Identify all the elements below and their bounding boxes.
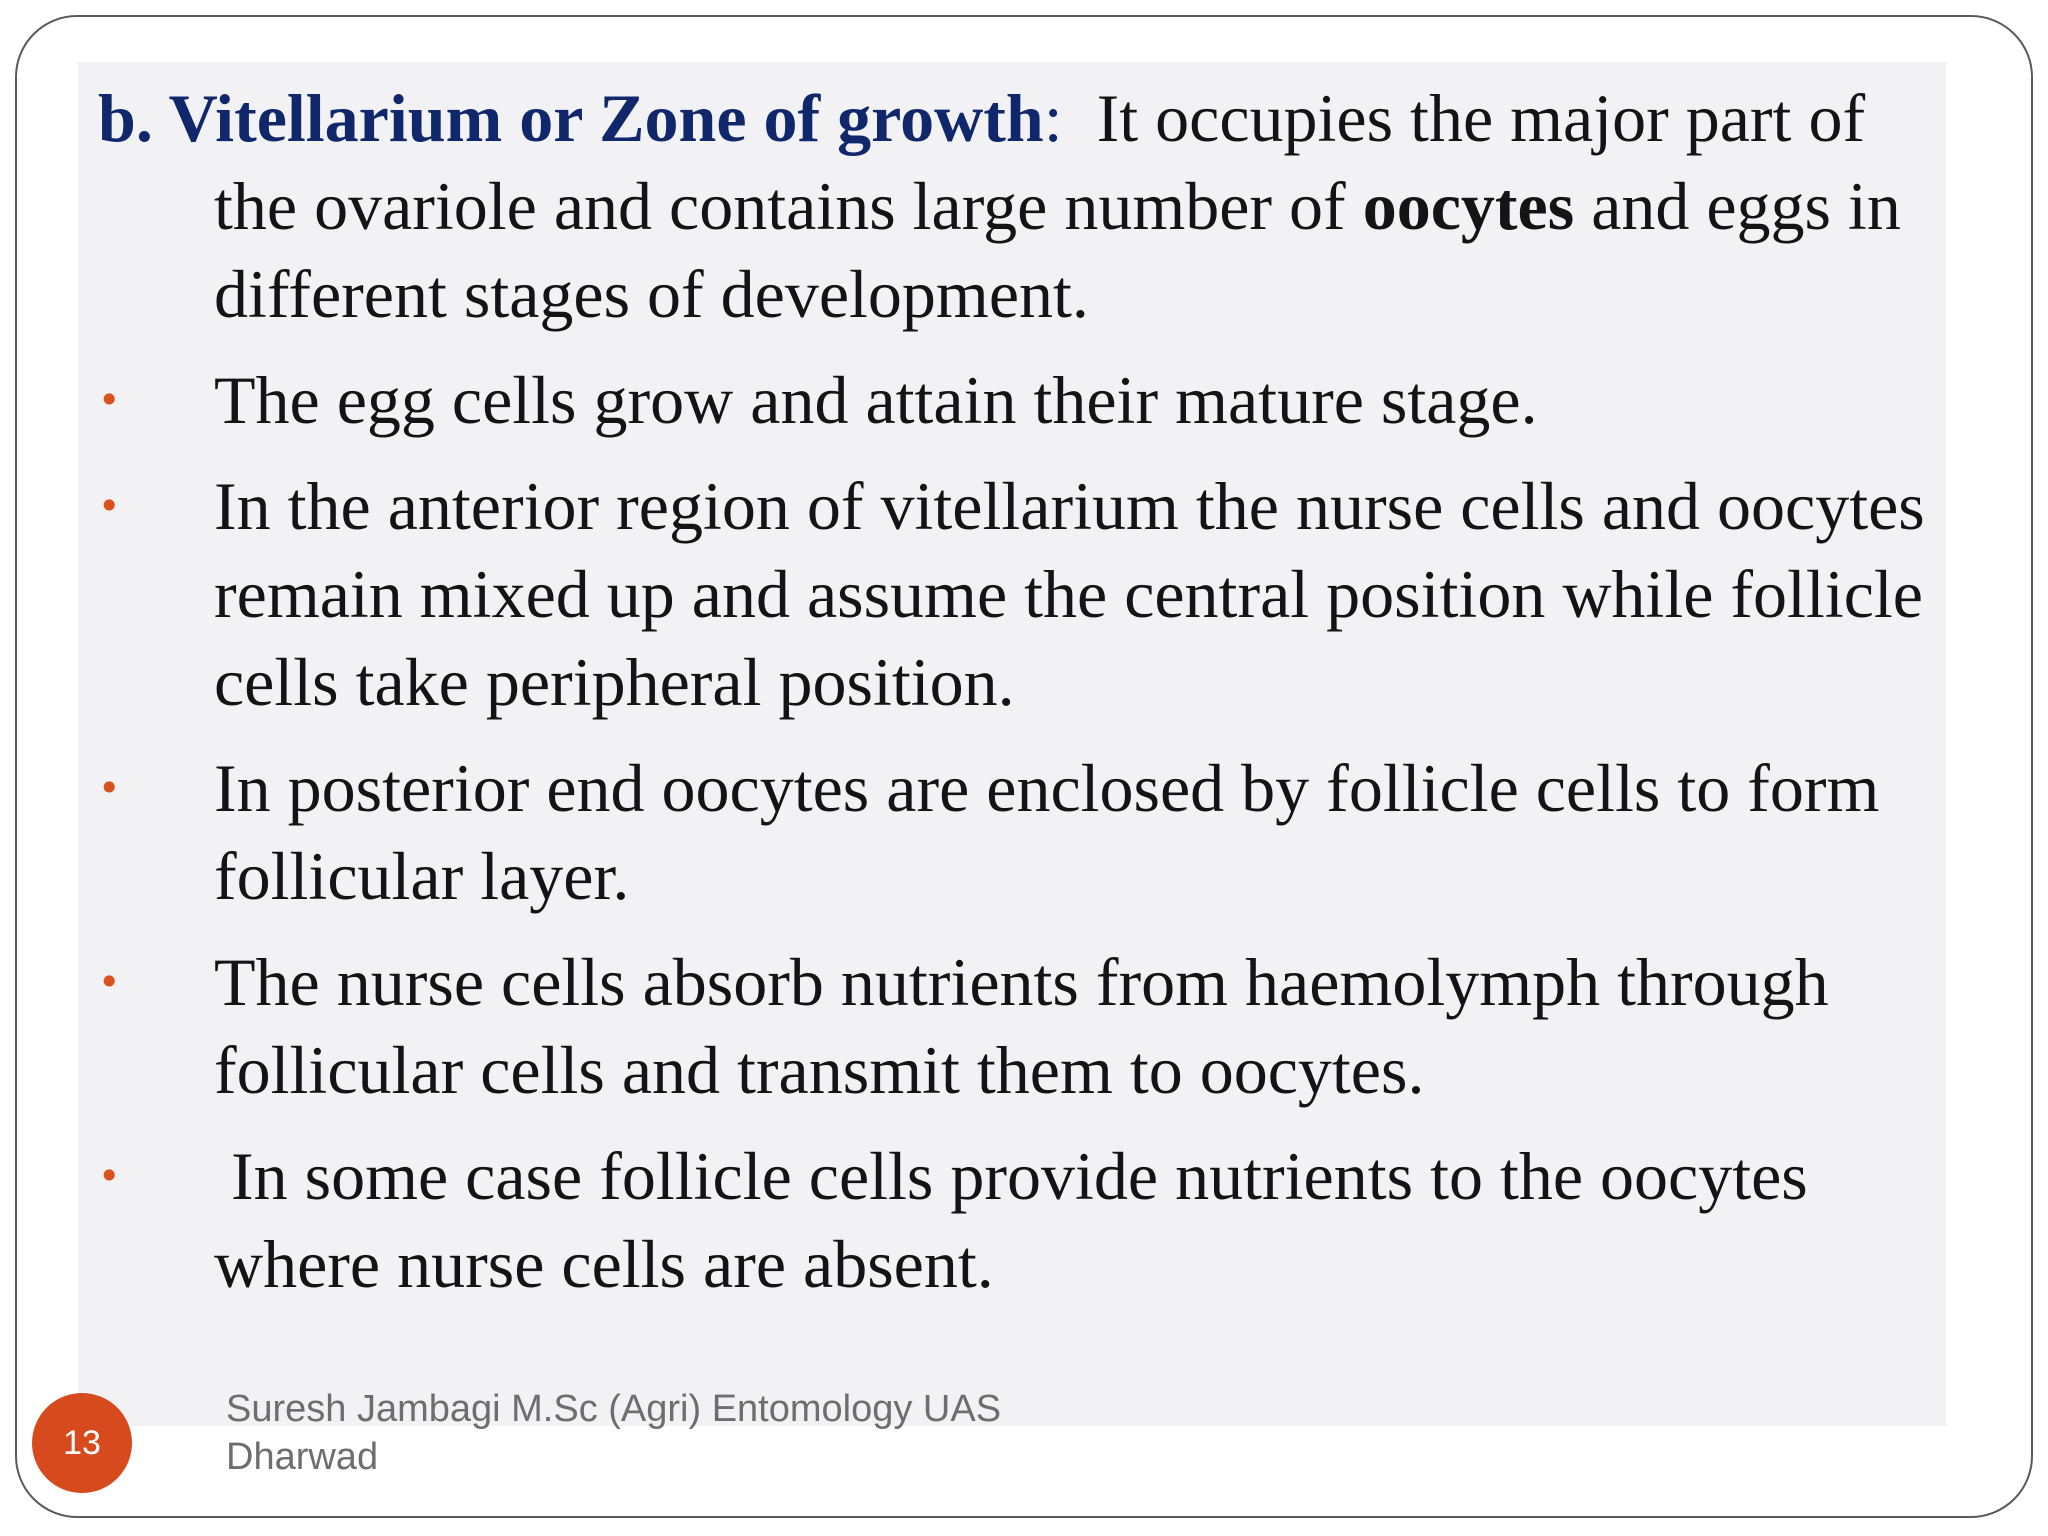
slide-body — [98, 74, 1928, 1326]
bullet-item — [98, 356, 1928, 444]
page-number-badge: 13 — [32, 1393, 132, 1493]
intro-paragraph — [98, 74, 1928, 338]
bullet-item — [98, 744, 1928, 920]
bullet-dot-icon: • — [98, 1154, 121, 1198]
footer-author: Suresh Jambagi M.Sc (Agri) Entomology UAS Dharwad — [226, 1388, 1002, 1478]
bullet-item — [98, 938, 1928, 1114]
bullet-text: In posterior end oocytes are enclosed by follicle cells to form follicular layer. — [214, 750, 1880, 914]
bullet-dot-icon: • — [98, 484, 121, 528]
section-heading: b. Vitellarium or Zone of growth — [98, 80, 1044, 156]
bullet-text: In some case follicle cells provide nutrients to the oocytes where nurse cells are absent. — [214, 1138, 1825, 1302]
intro-bold-term: oocytes — [1362, 168, 1575, 244]
bullet-item — [98, 462, 1928, 726]
heading-colon: : — [1043, 80, 1063, 156]
intro-text-end: and eggs in different stages of development. — [214, 168, 1901, 332]
bullet-item — [98, 1132, 1928, 1308]
bullet-dot-icon: • — [98, 378, 121, 422]
bullet-dot-icon: • — [98, 766, 121, 810]
intro-text-start: It occupies the major part of the ovariole and contains large number of — [214, 80, 1883, 244]
bullet-text: In the anterior region of vitellarium the nurse cells and oocytes remain mixed up and assume the central position while follicle cells take peripheral position. — [214, 468, 1925, 720]
bullet-text: The egg cells grow and attain their mature stage. — [214, 362, 1538, 438]
bullet-text: The nurse cells absorb nutrients from haemolymph through follicular cells and transmit them to oocytes. — [214, 944, 1829, 1108]
bullet-dot-icon: • — [98, 960, 121, 1004]
